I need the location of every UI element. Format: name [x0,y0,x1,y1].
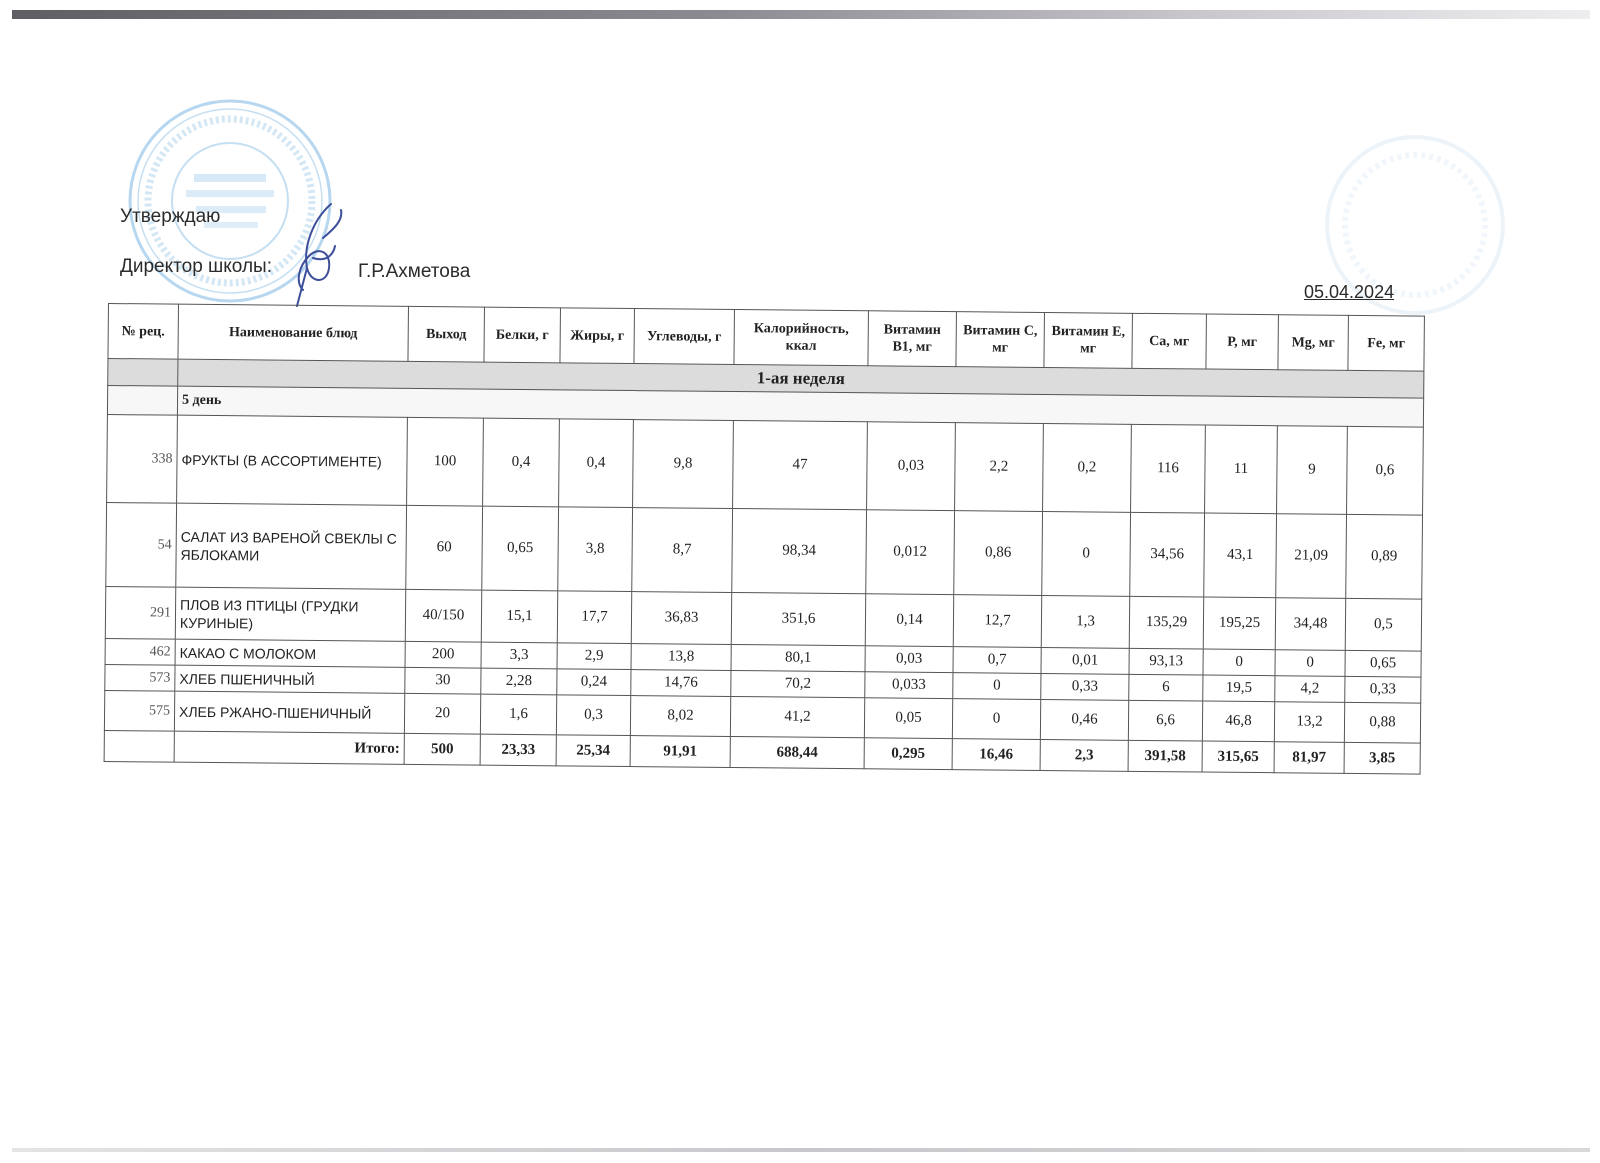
total-calories: 688,44 [730,736,864,768]
cell-vitamin-e: 0,2 [1043,423,1132,512]
cell-vitamin-c: 2,2 [955,423,1044,512]
cell-iron: 0,33 [1345,676,1421,703]
cell-vitamin-e: 0,01 [1041,647,1129,674]
total-spacer [104,730,174,762]
column-header: Р, мг [1206,314,1279,370]
cell-protein: 0,4 [483,418,560,507]
column-header: Углеводы, г [634,309,735,365]
cell-output: 40/150 [405,589,481,642]
cell-vitamin-b1: 0,012 [866,510,955,595]
cell-phosphorus: 195,25 [1203,597,1275,650]
column-header: № рец. [108,304,179,360]
week-title: 1-ая неделя [178,359,1424,398]
cell-fat: 0,24 [557,669,631,696]
total-vitamin-b1: 0,295 [864,738,952,770]
column-header: Mg, мг [1278,315,1349,371]
cell-vitamin-e: 1,3 [1041,595,1129,648]
total-vitamin-e: 2,3 [1040,739,1128,771]
day-row-spacer [107,386,177,416]
recipe-number: 462 [105,638,175,665]
director-signature [283,198,353,310]
cell-magnesium: 13,2 [1274,702,1344,743]
cell-protein: 0,65 [482,506,559,591]
cell-carbs: 8,02 [630,696,730,737]
cell-iron: 0,65 [1345,650,1421,677]
column-header: Белки, г [484,307,561,363]
scan-edge-bottom [12,1148,1590,1152]
cell-fat: 0,4 [559,419,634,508]
cell-phosphorus: 43,1 [1204,513,1277,598]
total-carbs: 91,91 [630,736,730,768]
cell-calcium: 34,56 [1130,512,1205,597]
dish-name: ХЛЕБ РЖАНО-ПШЕНИЧНЫЙ [174,691,404,733]
cell-protein: 3,3 [481,642,557,669]
cell-output: 200 [405,641,481,668]
column-header: Са, мг [1132,313,1207,369]
cell-fat: 0,3 [556,695,630,736]
day-title: 5 день [177,386,1423,427]
cell-fat: 17,7 [557,591,631,644]
director-label: Директор школы: [120,256,272,277]
recipe-number: 338 [107,414,178,503]
column-header: Выход [408,306,485,362]
menu-table [104,303,1425,775]
cell-protein: 15,1 [481,590,557,643]
total-phosphorus: 315,65 [1202,741,1274,773]
cell-carbs: 8,7 [632,508,733,593]
cell-calories: 70,2 [731,670,865,697]
column-header: Витамин С, мг [956,312,1045,368]
cell-fat: 3,8 [558,507,633,592]
column-header: Витамин Е, мг [1044,312,1133,368]
cell-calories: 41,2 [730,696,864,737]
column-header: Калорийность, ккал [734,310,869,366]
cell-iron: 0,88 [1344,702,1420,743]
total-protein: 23,33 [480,734,556,766]
cell-phosphorus: 0 [1203,649,1275,676]
column-header: Fe, мг [1348,315,1425,371]
cell-vitamin-c: 0 [952,699,1040,740]
cell-vitamin-b1: 0,05 [864,698,952,739]
cell-vitamin-c: 12,7 [953,595,1041,648]
cell-protein: 2,28 [481,668,557,695]
cell-vitamin-b1: 0,14 [865,594,953,647]
cell-carbs: 36,83 [631,592,731,645]
cell-iron: 0,5 [1345,598,1421,651]
recipe-number: 575 [104,690,174,731]
total-calcium: 391,58 [1128,740,1202,772]
cell-protein: 1,6 [480,694,556,735]
document-date: 05.04.2024 [1304,282,1395,302]
week-row-spacer [108,359,178,387]
cell-fat: 2,9 [557,643,631,670]
director-name: Г.Р.Ахметова [358,261,471,282]
recipe-number: 573 [105,664,175,691]
cell-vitamin-e: 0,46 [1040,699,1128,740]
cell-iron: 0,89 [1346,514,1423,599]
dish-name: КАКАО С МОЛОКОМ [175,639,405,667]
cell-vitamin-c: 0 [953,673,1041,700]
total-vitamin-c: 16,46 [952,739,1040,771]
cell-calories: 98,34 [732,509,867,594]
column-header: Наименование блюд [178,304,409,361]
cell-vitamin-b1: 0,03 [867,422,956,511]
dish-name: ФРУКТЫ (В АССОРТИМЕНТЕ) [177,415,408,505]
cell-vitamin-c: 0,7 [953,647,1041,674]
cell-iron: 0,6 [1347,426,1424,515]
cell-output: 100 [407,417,484,506]
cell-phosphorus: 19,5 [1203,675,1275,702]
approve-label: Утверждаю [120,206,221,227]
cell-vitamin-e: 0,33 [1041,673,1129,700]
cell-calcium: 6 [1129,674,1203,701]
cell-calories: 351,6 [731,593,865,646]
cell-magnesium: 4,2 [1275,676,1345,703]
table-row [107,414,1424,515]
cell-carbs: 13,8 [631,644,731,671]
cell-calories: 80,1 [731,644,865,671]
column-header: Витамин В1, мг [868,311,957,367]
cell-magnesium: 34,48 [1275,598,1345,651]
cell-carbs: 9,8 [633,420,734,509]
cell-output: 60 [406,505,483,590]
total-fat: 25,34 [556,735,630,767]
dish-name: ПЛОВ ИЗ ПТИЦЫ (ГРУДКИ КУРИНЫЕ) [175,587,405,641]
cell-phosphorus: 46,8 [1202,701,1274,742]
cell-magnesium: 21,09 [1276,514,1347,599]
cell-magnesium: 9 [1277,426,1348,515]
total-iron: 3,85 [1344,742,1420,774]
table-row [106,502,1423,599]
dish-name: ХЛЕБ ПШЕНИЧНЫЙ [175,665,405,693]
total-magnesium: 81,97 [1274,742,1344,774]
cell-magnesium: 0 [1275,650,1345,677]
cell-calcium: 116 [1131,424,1206,513]
cell-calcium: 135,29 [1129,596,1203,649]
cell-vitamin-c: 0,86 [954,511,1043,596]
cell-phosphorus: 11 [1205,425,1278,514]
cell-vitamin-e: 0 [1042,511,1131,596]
cell-output: 30 [405,667,481,694]
cell-calories: 47 [733,421,868,510]
cell-calcium: 93,13 [1129,648,1203,675]
recipe-number: 54 [106,502,177,587]
cell-vitamin-b1: 0,03 [865,646,953,673]
total-output: 500 [404,733,480,765]
cell-vitamin-b1: 0,033 [865,672,953,699]
column-header: Жиры, г [560,308,635,364]
cell-carbs: 14,76 [631,670,731,697]
total-label: Итого: [174,731,404,764]
scan-edge-top [12,10,1590,19]
cell-output: 20 [404,693,480,734]
dish-name: САЛАТ ИЗ ВАРЕНОЙ СВЕКЛЫ С ЯБЛОКАМИ [176,503,407,589]
cell-calcium: 6,6 [1128,700,1202,741]
recipe-number: 291 [105,586,175,639]
